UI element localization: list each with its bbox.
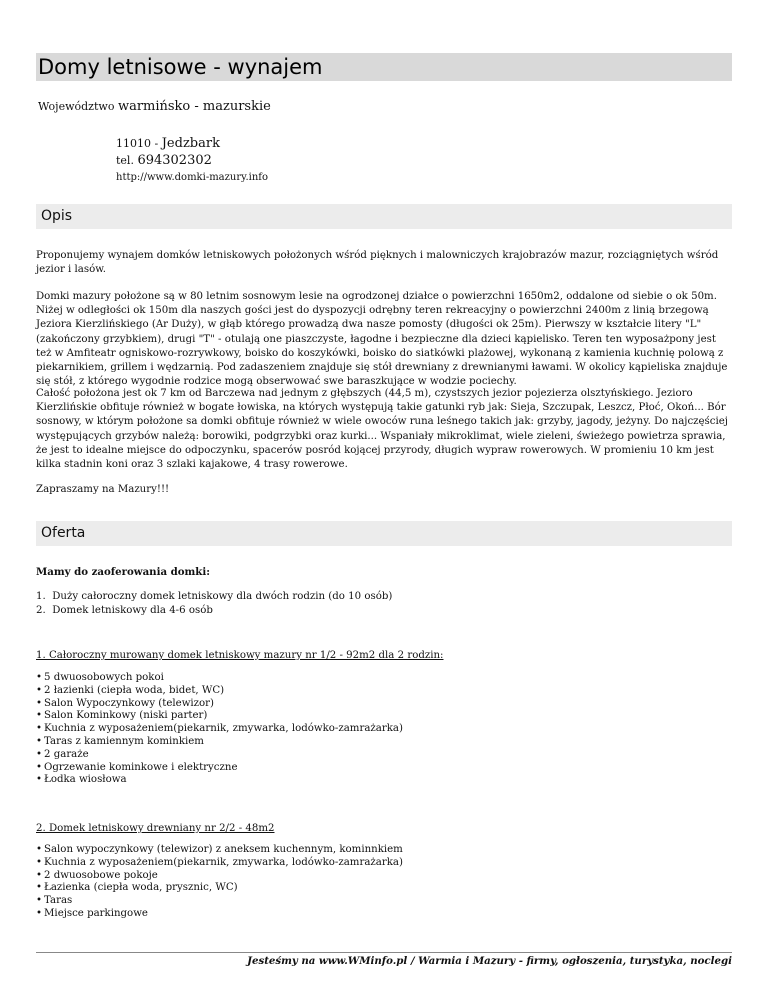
region-label: Województwo: [38, 100, 115, 113]
description-paragraph: Zapraszamy na Mazury!!!: [36, 484, 170, 495]
postal-code: 11010 -: [116, 137, 159, 150]
house1-heading: 1. Całoroczny murowany domek letniskowy mazury nr 1/2 - 92m2 dla 2 rodzin:: [36, 650, 444, 661]
section-heading-oferta: Oferta: [36, 521, 732, 546]
list-item: 1. Duży całoroczny domek letniskowy dla dwóch rodzin (do 10 osób): [36, 591, 393, 602]
list-item: 2. Domek letniskowy dla 4-6 osób: [36, 605, 213, 617]
address-line: [116, 136, 220, 151]
house2-features: [36, 844, 403, 921]
region-line: [38, 99, 271, 114]
footer-divider: [36, 952, 732, 953]
list-item: • Kuchnia z wyposażeniem(piekarnik, zmywarka, lodówko-zamrażarka): [36, 723, 403, 736]
description-paragraph: Całość położona jest ok 7 km od Barczewa nad jednym z głębszych (44,5 m), czystszych jezior pojezierza olsztyńskiego. Jezioro Kierzlińskie obfituje również w bogate łowiska, na których występują takie gatunki ryb jak: Sieja, Szczupak, Leszcz, Płoć, Okoń... Bór sosnowy, w którym położone sa domki obfituje również w wiele owoców runa leśnego takich jak: grzyby, jagody, jeżyny. Do najczęściej występujących grzybów należą: borowiki, podgrzybki oraz kurki... Wspaniały mikroklimat, wiele zieleni, świeżego powietrza sprawia, że jest to idealne miejsce do odpoczynku, spacerów posród kojącej przyrody, długich wypraw rowerowych. W promieniu 10 km jest kilka stadnin koni oraz 3 szlaki kajakowe, 4 trasy rowerowe.: [36, 388, 728, 471]
list-item: • 5 dwuosobowych pokoi: [36, 672, 403, 685]
section-heading-opis: Opis: [36, 204, 732, 229]
city: Jedzbark: [161, 136, 220, 151]
list-item: • Łazienka (ciepła woda, prysznic, WC): [36, 882, 403, 895]
page-title: Domy letnisowe - wynajem: [36, 53, 732, 81]
list-item: • Salon Wypoczynkowy (telewizor): [36, 698, 403, 711]
list-item: • Salon wypoczynkowy (telewizor) z aneksem kuchennym, kominnkiem: [36, 844, 403, 857]
website-link[interactable]: http://www.domki-mazury.info: [116, 172, 268, 183]
house2-heading: 2. Domek letniskowy drewniany nr 2/2 - 48m2: [36, 823, 275, 834]
list-item: • 2 łazienki (ciepła woda, bidet, WC): [36, 685, 403, 698]
phone-label: tel.: [116, 154, 134, 167]
list-item: • Łodka wiosłowa: [36, 774, 403, 787]
phone-line: [116, 153, 212, 168]
list-item: • Taras: [36, 895, 403, 908]
list-item: • Taras z kamiennym kominkiem: [36, 736, 403, 749]
description-paragraph: Domki mazury położone są w 80 letnim sosnowym lesie na ogrodzonej działce o powierzchni 1650m2, oddalone od siebie o ok 50m. Niżej w odległości ok 150m dla naszych gości jest do dyspozycji odrębny teren rekreacyjny o powierzchni 2400m z linią brzegową Jeziora Kierzlińskiego (Ar Duży), w głąb którego prowadzą dwa nasze pomosty (długości ok 25m). Pierwszy w kształcie litery "L" (zakończony grzybkiem), drugi "T" - otulają one piaszczyste, łagodne i bezpieczne dla dzieci kąpielisko. Teren ten wyposażpony jest też w Amfiteatr ogniskowo-rozrywkowy, boisko do koszykówki, boisko do siatkówki plażowej, wykonaną z kamienia kuchnię polową z piekarnikiem, grillem i wędzarnią. Pod zadaszeniem znajduje się stół drewniany z drewnianymi ławami. W okolicy kąpieliska znajduje się stół, z którego wygodnie rodzice mogą obserwować swe baraszkujące w wodzie pociechy.: [36, 291, 728, 388]
list-item: • Ogrzewanie kominkowe i elektryczne: [36, 762, 403, 775]
description-paragraph: Proponujemy wynajem domków letniskowych położonych wśród pięknych i malowniczych krajobrazów mazur, rozciągniętych wśród jezior i lasów.: [36, 250, 719, 276]
list-item: • Salon Kominkowy (niski parter): [36, 710, 403, 723]
offer-list: [36, 590, 392, 618]
offer-intro: Mamy do zaoferowania domki:: [36, 566, 210, 578]
phone-number: 694302302: [137, 153, 212, 168]
list-item: • Miejsce parkingowe: [36, 908, 403, 921]
list-item: • 2 dwuosobowe pokoje: [36, 870, 403, 883]
list-item: • 2 garaże: [36, 749, 403, 762]
list-item: • Kuchnia z wyposażeniem(piekarnik, zmywarka, lodówko-zamrażarka): [36, 857, 403, 870]
footer-text: Jesteśmy na www.WMinfo.pl / Warmia i Mazury - firmy, ogłoszenia, turystyka, noclegi: [247, 955, 732, 967]
house1-features: [36, 672, 403, 787]
region-value: warmińsko - mazurskie: [117, 99, 271, 114]
